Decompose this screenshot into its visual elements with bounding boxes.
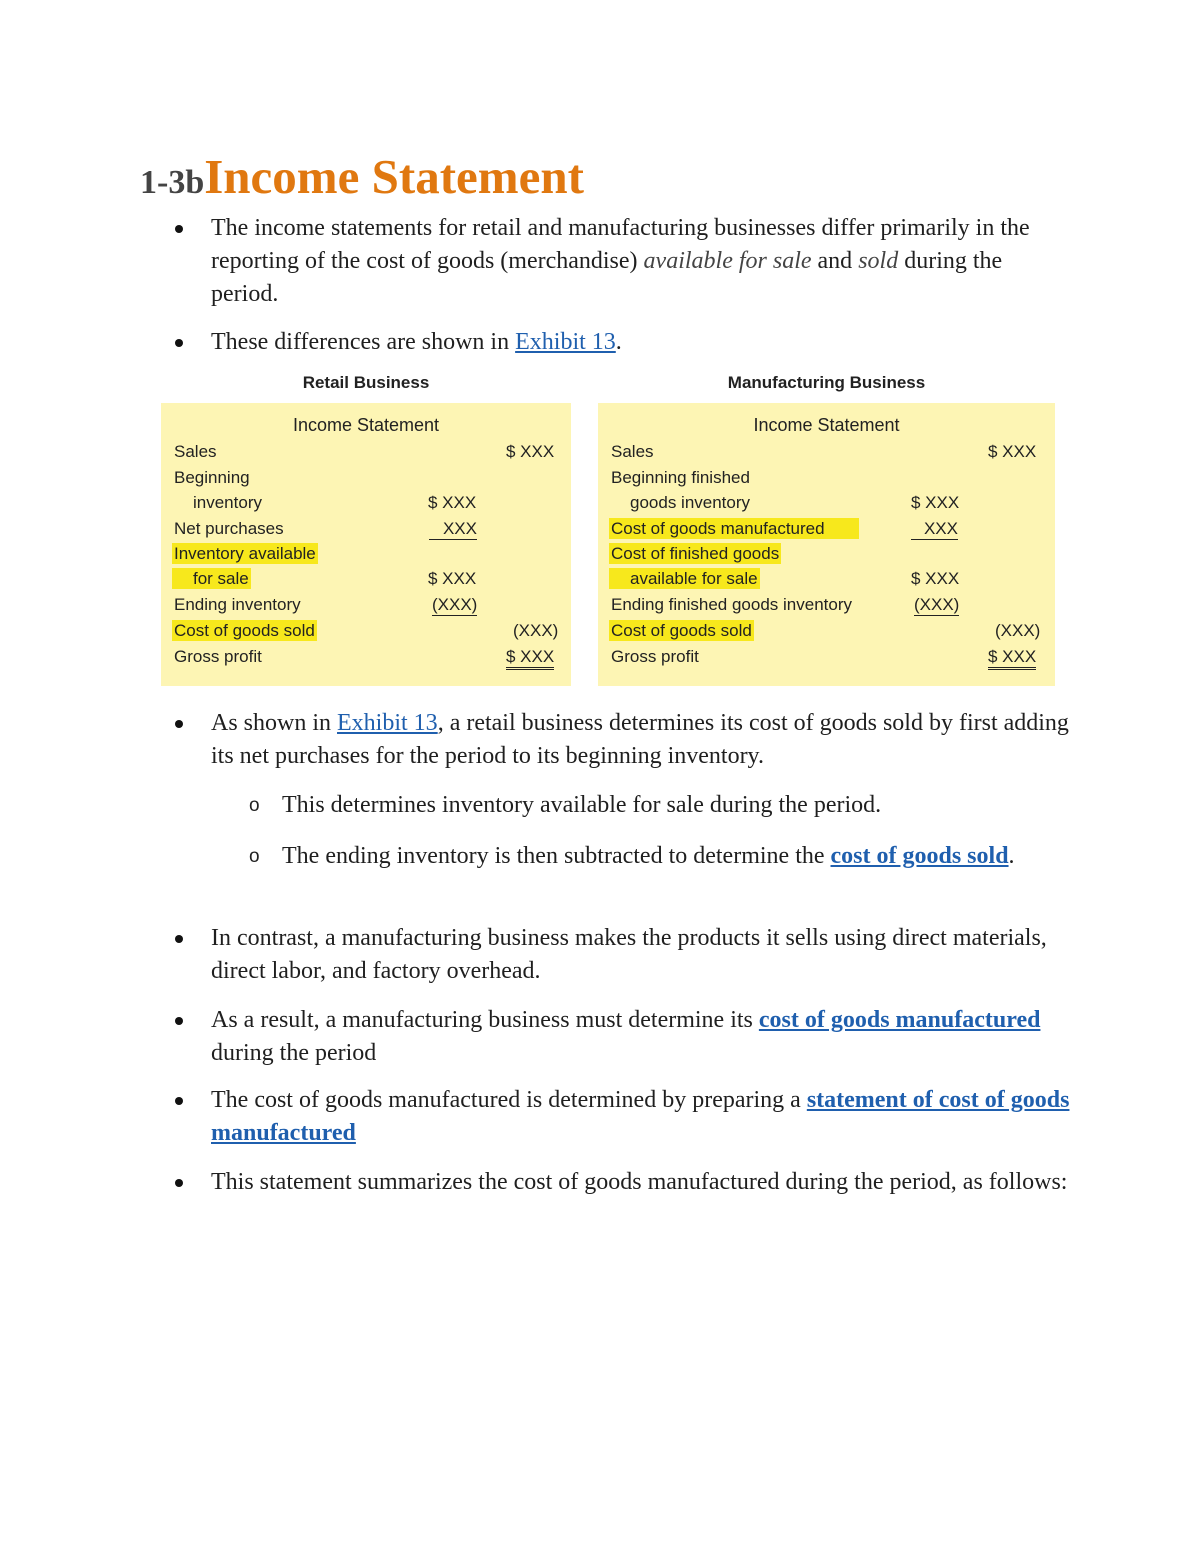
retail-income-statement: Income Statement Sales $ XXX Beginning inventory $ XXX Net purchases XXX Inventory available for sale $ XXX Ending inventory (XXX) Cost of goods sold (XXX) Gross profit $ XXX [161, 403, 571, 686]
bullet-4: In contrast, a manufacturing business makes the products it sells using direct materials, direct labor, and factory overhead. [211, 922, 1071, 988]
exhibit-13-link[interactable]: Exhibit 13 [515, 329, 616, 355]
bullet-6: The cost of goods manufactured is determined by preparing a statement of cost of goods manufactured [211, 1084, 1071, 1150]
mfg-statement-title: Income Statement [753, 415, 900, 435]
statement-of-cogm-link[interactable]: statement of cost of goods manufactured [211, 1087, 1070, 1146]
highlight-cost-of-goods-manufactured: Cost of goods manufactured [609, 518, 859, 539]
highlight-cost-of-finished-goods: Cost of finished goods [611, 544, 780, 563]
manufacturing-heading: Manufacturing Business [727, 373, 926, 392]
section-title: Income Statement [204, 149, 584, 204]
bullet-1: The income statements for retail and manufacturing businesses differ primarily in the reporting of the cost of goods (merchandise) available for sale and sold during the period. [211, 212, 1071, 311]
bullet-3: As shown in Exhibit 13, a retail business determines its cost of goods sold by first adding its net purchases for the period to its beginning inventory. [211, 707, 1071, 773]
manufacturing-income-statement: Income Statement Sales $ XXX Beginning finished goods inventory $ XXX Cost of goods manufactured XXX Cost of finished goods available for sale $ XXX Ending finished goods inventory (XXX) Cost of goods sold (XXX) Gross profit $ XXX [598, 403, 1055, 686]
retail-statement-title: Income Statement [292, 415, 440, 435]
cost-of-goods-sold-link[interactable]: cost of goods sold [830, 843, 1009, 869]
section-heading [140, 148, 584, 205]
bullet-7: This statement summarizes the cost of goods manufactured during the period, as follows: [211, 1166, 1071, 1199]
bullet-2: These differences are shown in Exhibit 13. [211, 326, 1071, 359]
highlight-inventory-available: Inventory available [174, 544, 316, 563]
exhibit-13-link-2[interactable]: Exhibit 13 [337, 710, 438, 736]
highlight-mfg-cost-of-goods-sold: Cost of goods sold [611, 621, 752, 640]
sub-bullet-2: o The ending inventory is then subtracted to determine the cost of goods sold. [282, 840, 1062, 873]
bullet-5: As a result, a manufacturing business must determine its cost of goods manufactured during the period [211, 1004, 1071, 1070]
highlight-cost-of-goods-sold: Cost of goods sold [174, 621, 315, 640]
sub-bullet-1: o This determines inventory available for sale during the period. [282, 789, 1062, 822]
section-number: 1-3b [140, 164, 205, 201]
retail-heading: Retail Business [302, 373, 430, 392]
cost-of-goods-manufactured-link[interactable]: cost of goods manufactured [758, 1007, 1041, 1033]
